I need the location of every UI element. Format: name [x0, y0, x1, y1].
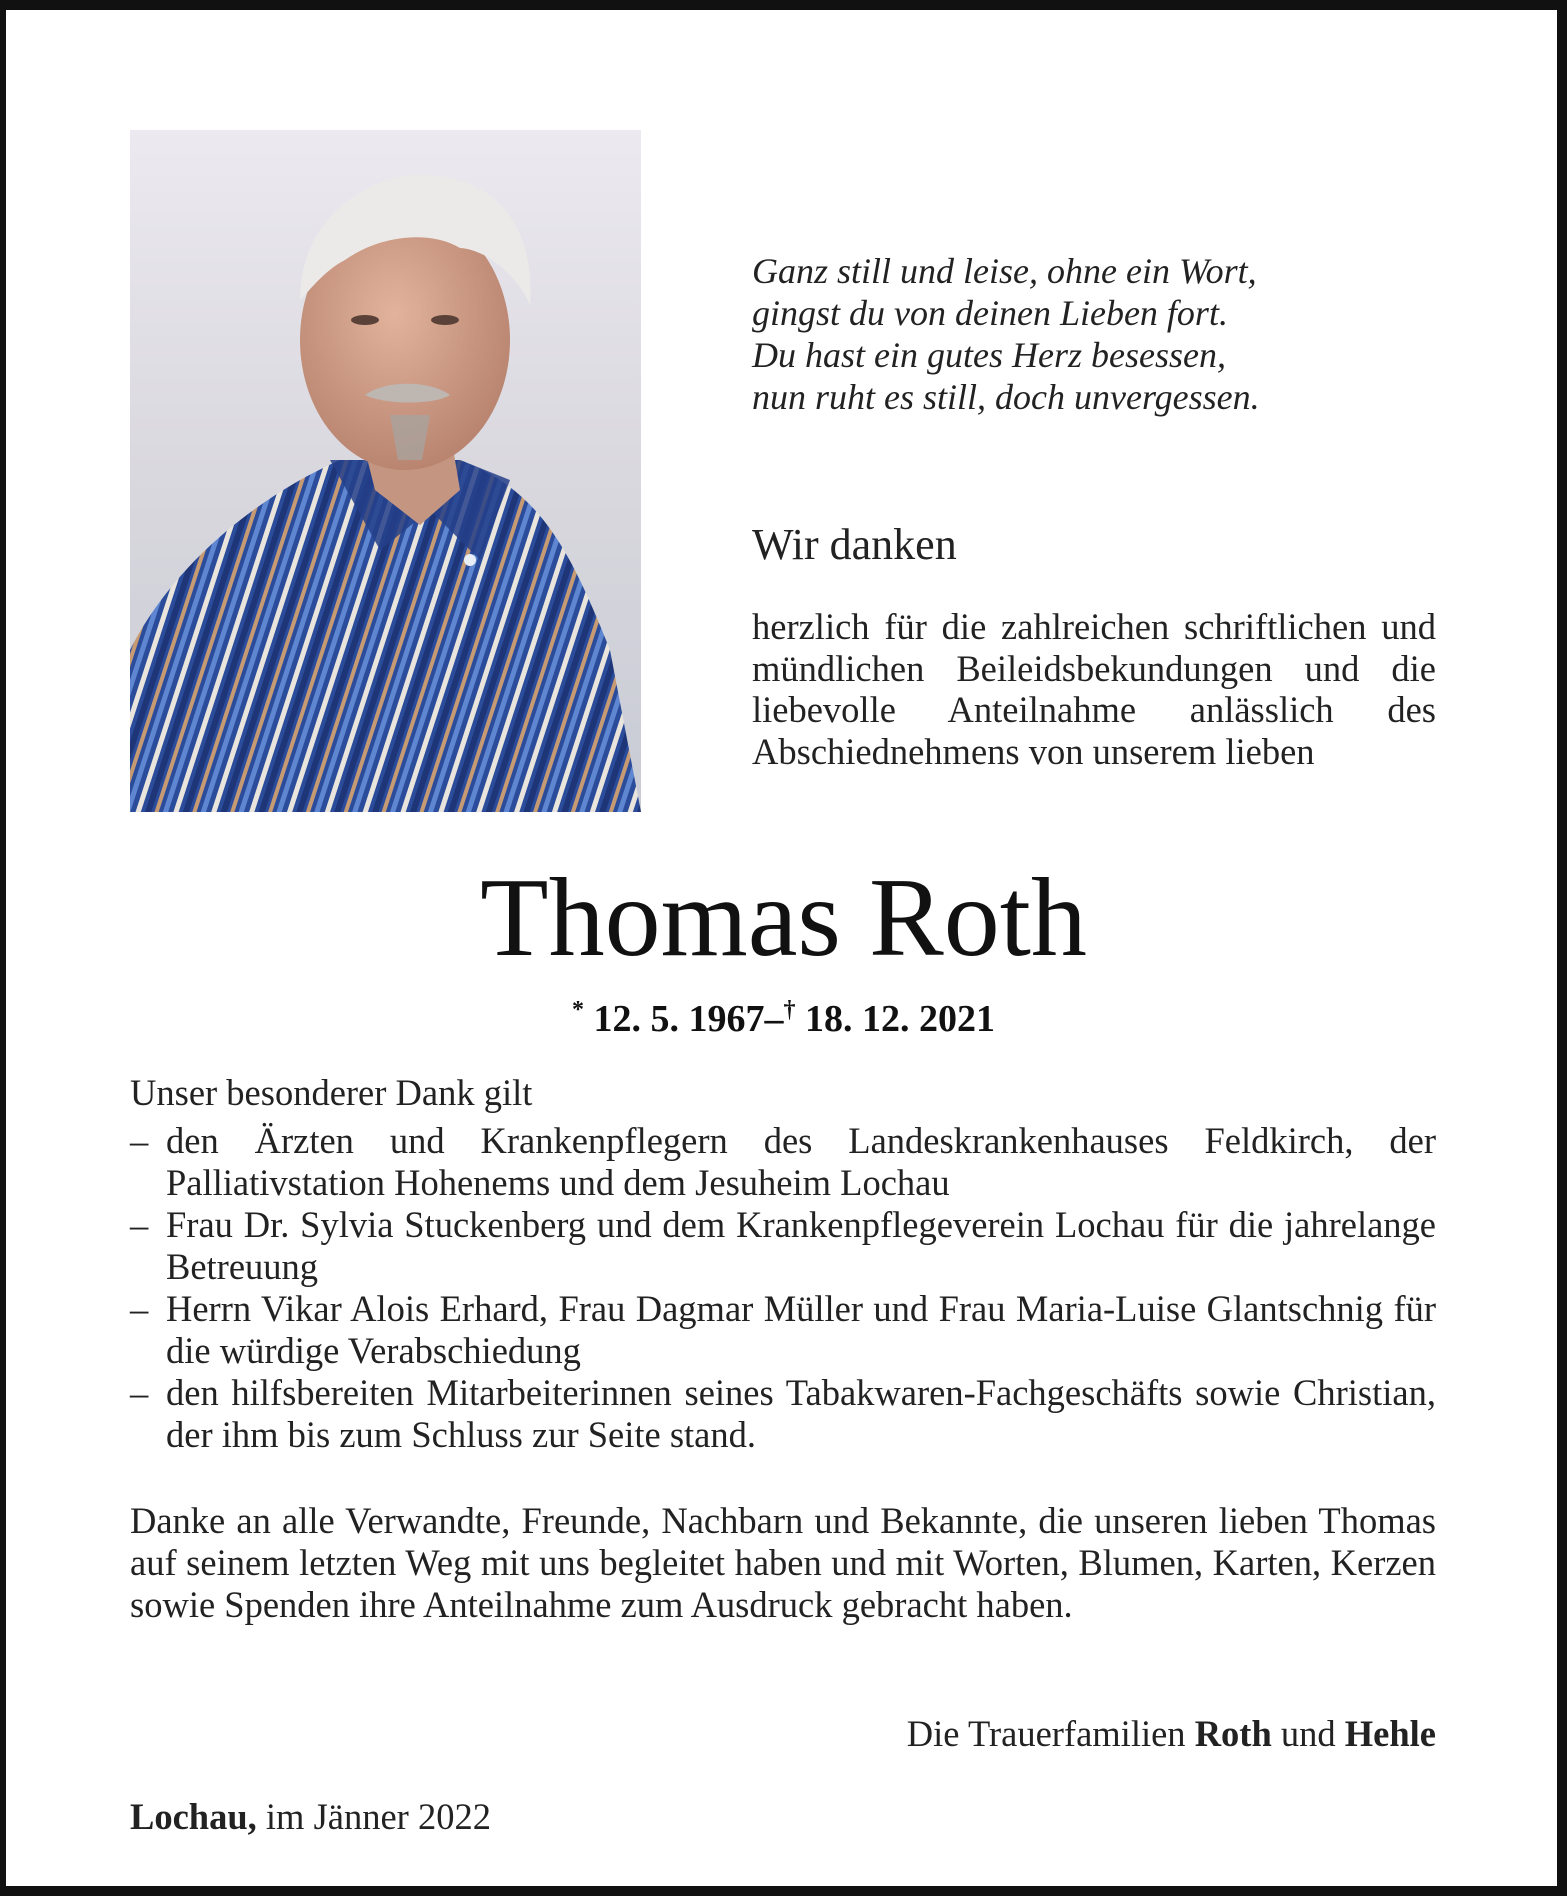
list-item-text: den Ärzten und Krankenpflegern des Landeskrankenhauses Feldkirch, der Palliativstation Hohenems und dem Jesuheim Lochau [166, 1120, 1436, 1203]
signature-prefix: Die Trauerfamilien [906, 1713, 1186, 1754]
family-name-1: Roth [1194, 1713, 1272, 1754]
thanks-heading: Wir danken [752, 520, 957, 569]
list-item [130, 1288, 1436, 1372]
signature-conjunction: und [1280, 1713, 1336, 1754]
place-date [130, 1795, 491, 1839]
closing-paragraph: Danke an alle Verwandte, Freunde, Nachbarn und Bekannte, die unseren lieben Thomas auf seinem letzten Weg mit uns begleitet haben und mit Worten, Blumen, Karten, Kerzen sowie Spenden ihre Anteilnahme zum Ausdruck gebracht haben. [130, 1500, 1436, 1625]
birth-date: 12. 5. 1967 [593, 998, 765, 1040]
poem-line-2: gingst du von deinen Lieben fort. [752, 293, 1228, 333]
list-item [130, 1204, 1436, 1288]
place: Lochau, [130, 1796, 257, 1837]
list-item-text: den hilfsbereiten Mitarbeiterinnen seines Tabakwaren-Fachgeschäfts sowie Christian, der ihm bis zum Schluss zur Seite stand. [166, 1372, 1436, 1455]
family-name-2: Hehle [1344, 1713, 1436, 1754]
list-item [130, 1372, 1436, 1456]
list-item-text: Herrn Vikar Alois Erhard, Frau Dagmar Müller und Frau Maria-Luise Glantschnig für die würdige Verabschiedung [166, 1288, 1436, 1371]
death-mark: † [783, 997, 796, 1023]
poem [752, 250, 1260, 418]
date: im Jänner 2022 [265, 1796, 491, 1837]
list-item-text: Frau Dr. Sylvia Stuckenberg und dem Krankenpflegeverein Lochau für die jahrelange Betreuung [166, 1204, 1436, 1287]
special-thanks-heading: Unser besonderer Dank gilt [130, 1072, 533, 1113]
deceased-name: Thomas Roth [480, 856, 1087, 980]
poem-line-1: Ganz still und leise, ohne ein Wort, [752, 251, 1257, 291]
list-item [130, 1120, 1436, 1204]
poem-line-4: nun ruht es still, doch unvergessen. [752, 377, 1260, 417]
thanks-text: herzlich für die zahlreichen schriftlichen und mündlichen Beileidsbekundungen und die liebevolle Anteilnahme anlässlich des Abschiednehmens von unserem lieben [752, 606, 1436, 772]
portrait-photo [130, 130, 641, 812]
birth-mark: * [572, 997, 584, 1023]
list-bullet: – [130, 1288, 149, 1329]
signature [907, 1712, 1436, 1756]
life-dates [0, 988, 1567, 1041]
death-date: 18. 12. 2021 [805, 998, 995, 1040]
list-bullet: – [130, 1120, 149, 1161]
list-bullet: – [130, 1372, 149, 1413]
special-thanks-list [130, 1120, 1436, 1456]
list-bullet: – [130, 1204, 149, 1245]
date-separator: – [764, 998, 784, 1040]
poem-line-3: Du hast ein gutes Herz besessen, [752, 335, 1226, 375]
